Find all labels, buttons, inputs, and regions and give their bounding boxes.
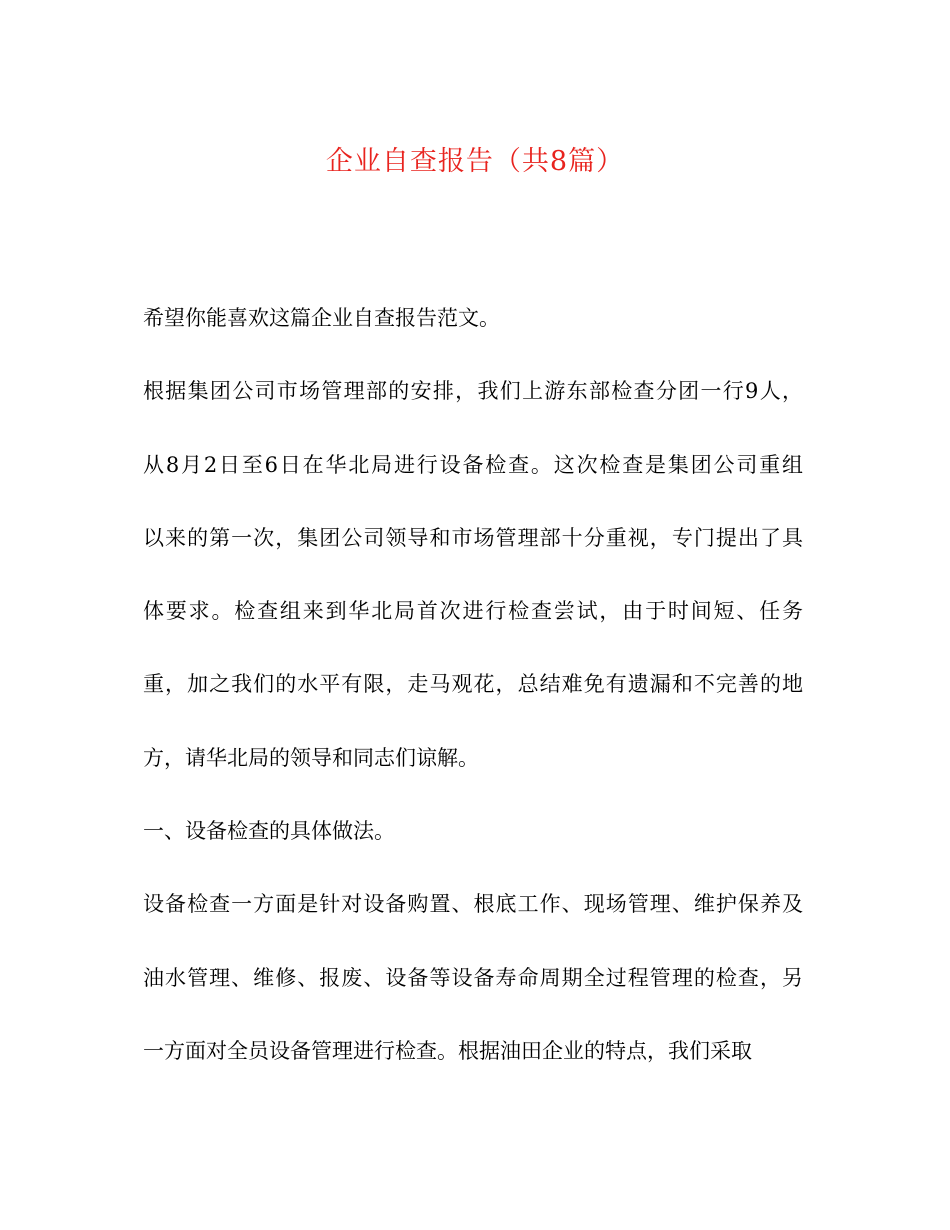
body-line: 设备检查一方面是针对设备购置、根底工作、现场管理、维护保养及 (143, 892, 803, 917)
body-line: 根据集团公司市场管理部的安排，我们上游东部检查分团一行9人， (143, 379, 803, 404)
body-line: 一方面对全员设备管理进行检查。根据油田企业的特点，我们采取 (143, 1038, 752, 1063)
document-title: 企业自查报告（共8篇） (325, 146, 625, 177)
body-line: 方，请华北局的领导和同志们谅解。 (143, 745, 479, 770)
paragraph-intro: 希望你能喜欢这篇企业自查报告范文。 (143, 306, 500, 330)
body-line: 体要求。检查组来到华北局首次进行检查尝试，由于时间短、任务 (143, 599, 803, 624)
body-line: 从8月2日至6日在华北局进行设备检查。这次检查是集团公司重组 (143, 452, 803, 477)
body-line: 重，加之我们的水平有限，走马观花，总结难免有遗漏和不完善的地 (143, 672, 803, 697)
section-heading: 一、设备检查的具体做法。 (143, 819, 395, 844)
body-line: 以来的第一次，集团公司领导和市场管理部十分重视，专门提出了具 (143, 525, 803, 550)
document-body (143, 298, 803, 1104)
body-line: 油水管理、维修、报废、设备等设备寿命周期全过程管理的检查，另 (143, 965, 803, 990)
